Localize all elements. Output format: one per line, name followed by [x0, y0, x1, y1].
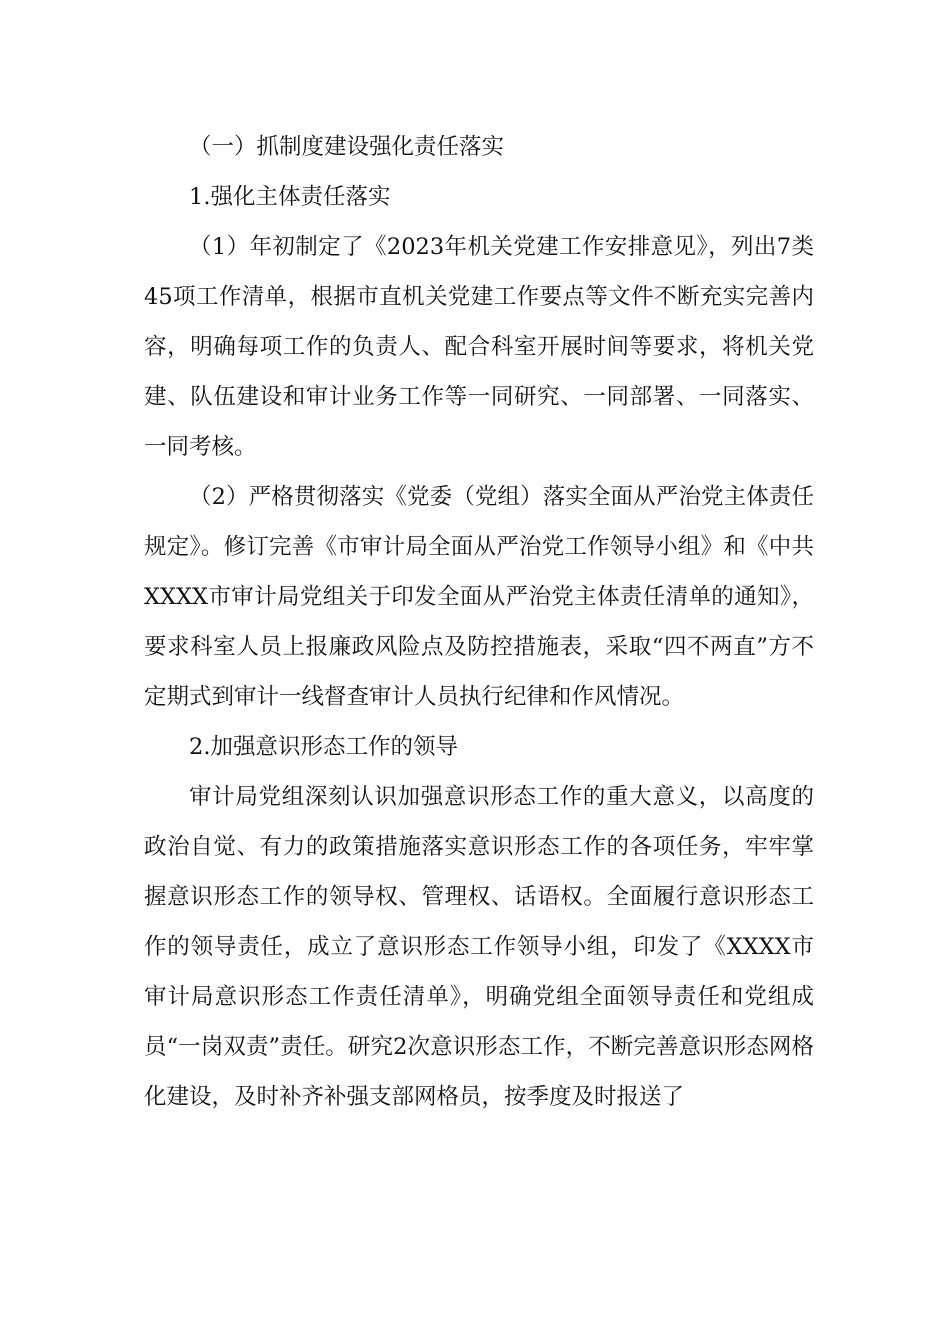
paragraph-strict-governance: （2）严格贯彻落实《党委（党组）落实全面从严治党主体责任规定》。修订完善《市审计局全面从严治党工作领导小组》和《中共XXXX市审计局党组关于印发全面从严治党主体责任清单的通知》，要求科室人员上报廉政风险点及防控措施表，采取“四不两直”方不定期式到审计一线督查审计人员执行纪律和作风情况。: [144, 484, 814, 710]
subheading-ideology-leadership: 2.加强意识形态工作的领导: [189, 734, 458, 760]
paragraph-ideology-work: 审计局党组深刻认识加强意识形态工作的重大意义，以高度的政治自觉、有力的政策措施落实意识形态工作的各项任务，牢牢掌握意识形态工作的领导权、管理权、话语权。全面履行意识形态工作的领导责任，成立了意识形态工作领导小组，印发了《XXXX市审计局意识形态工作责任清单》，明确党组全面领导责任和党组成员“一岗双责”责任。研究2次意识形态工作，不断完善意识形态网格化建设，及时补齐补强支部网格员，按季度及时报送了: [144, 784, 814, 1110]
section-heading: （一）抓制度建设强化责任落实: [189, 134, 505, 160]
document-body: [144, 122, 814, 1122]
subheading-main-responsibility: 1.强化主体责任落实: [189, 184, 391, 210]
paragraph-work-plan: （1）年初制定了《2023年机关党建工作安排意见》，列出7类45项工作清单，根据市直机关党建工作要点等文件不断充实完善内容，明确每项工作的负责人、配合科室开展时间等要求，将机关党建、队伍建设和审计业务工作等一同研究、一同部署、一同落实、一同考核。: [144, 234, 814, 460]
